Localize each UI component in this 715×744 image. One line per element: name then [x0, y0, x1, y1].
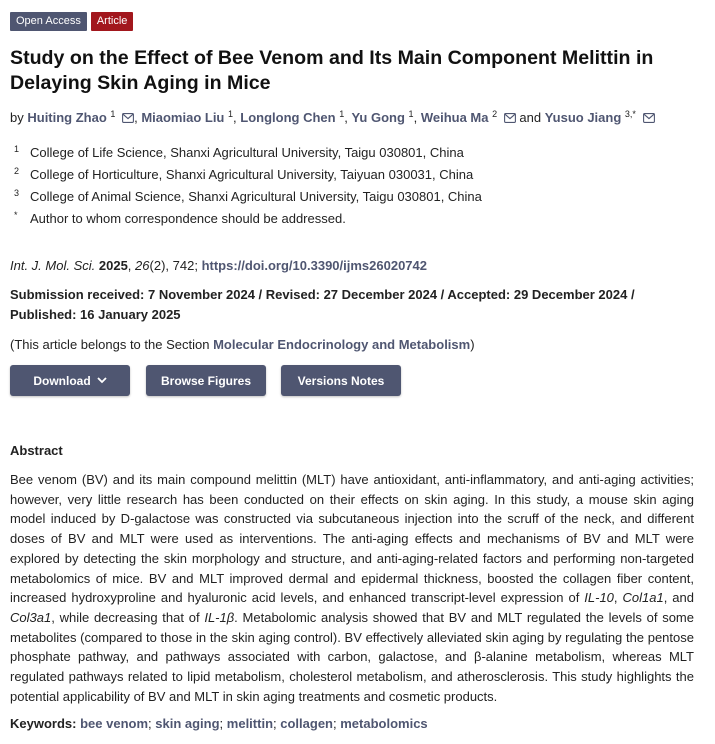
article-type-badge: Article	[91, 12, 134, 31]
abstract-text	[10, 470, 694, 706]
citation-year: 2025	[98, 258, 128, 273]
affiliation-number: *	[14, 210, 18, 220]
abstract-heading: Abstract	[10, 443, 63, 458]
gene-name: IL-1β	[204, 609, 235, 625]
versions-notes-label: Versions Notes	[297, 373, 385, 388]
article-title: Study on the Effect of Bee Venom and Its Main Component Melittin in Delaying Skin Aging in Mice	[10, 47, 654, 94]
keywords: Keywords: bee venom; skin aging; melittin; collagen; metabolomics	[10, 716, 428, 731]
and-label: and	[519, 110, 542, 125]
citation-volume: 26	[135, 258, 150, 273]
journal-name: Int. J. Mol. Sci.	[10, 258, 96, 273]
author-list: by Huiting Zhao $^1$ , Miaomiao Liu $^1$, Longlong Chen $^1$, Yu Gong $^1$, Weihua Ma $^2$ and Yusuo Jiang $^{3,*}$	[10, 105, 655, 127]
keyword-link[interactable]: collagen	[280, 716, 333, 731]
download-button[interactable]	[10, 365, 130, 396]
section-note	[10, 335, 475, 355]
email-icon[interactable]	[122, 113, 134, 123]
gene-name: Col3a1	[10, 609, 52, 625]
affiliation-sup: 1	[408, 109, 414, 119]
section-link[interactable]: Molecular Endocrinology and Metabolism	[213, 337, 471, 352]
email-icon[interactable]	[504, 113, 516, 123]
email-icon[interactable]	[643, 113, 655, 123]
author-link[interactable]: Miaomiao Liu	[141, 110, 225, 125]
open-access-badge[interactable]: Open Access	[10, 12, 87, 31]
abstract-separator: , and	[663, 590, 694, 606]
browse-figures-button[interactable]	[146, 365, 266, 396]
badges	[10, 12, 133, 31]
abstract-separator: ,	[613, 590, 623, 606]
by-label: by	[10, 110, 24, 125]
author-link[interactable]: Huiting Zhao	[27, 110, 107, 125]
affiliation-number: 2	[14, 166, 20, 176]
gene-name: Col1a1	[622, 590, 664, 606]
affiliation-sup: 1	[228, 109, 234, 119]
publication-dates: Submission received: 7 November 2024 / Revised: 27 December 2024 / Accepted: 29 December 2024 / Published: 16 January 2025	[10, 287, 635, 322]
affiliation-sup: 2	[492, 109, 498, 119]
gene-name: IL-10	[584, 590, 614, 606]
versions-notes-button[interactable]	[281, 365, 401, 396]
keyword-link[interactable]: skin aging	[155, 716, 220, 731]
section-prefix: (This article belongs to the Section	[10, 337, 214, 352]
author-link[interactable]: Yu Gong	[351, 110, 405, 125]
keyword-link[interactable]: bee venom	[80, 716, 149, 731]
affiliation-text: College of Horticulture, Shanxi Agricultural University, Taiyuan 030031, China	[30, 167, 474, 182]
affiliation-number: 3	[14, 188, 20, 198]
author-link[interactable]: Longlong Chen	[240, 110, 336, 125]
abstract-part: Bee venom (BV) and its main compound melittin (MLT) have antioxidant, anti-inflammatory, and anti-aging activities; however, very little research has been conducted on their effects on skin aging. In this study, a mouse skin aging model induced by D-galactose was constructed via subcutaneous injection into the scruff of the neck, and different doses of BV and MLT were used as interventions. The anti-aging effects and mechanisms of BV and MLT were explored by detecting the skin morphology and structure, and anti-aging-related factors and performing non-targeted metabolomics of mice. BV and MLT improved dermal and epidermal thickness, boosted the collagen fiber content, increased hydroxyproline and hyaluronic acid levels, and enhanced transcript-level expression of	[10, 472, 694, 606]
abstract-part: , while decreasing that of	[51, 609, 205, 625]
abstract-part: . Metabolomic analysis showed that BV and MLT regulated the levels of some metabolites (compared to those in the skin aging control). BV effectively alleviated skin aging by regulating the pentose phosphate pathway, and pathways associated with carbon, galactose, and β-alanine metabolism, whereas MLT regulated pathways related to lipid metabolism, cholesterol metabolism, and atherosclerosis. This study highlights the potential applicability of BV and MLT in skin aging treatments and cosmetic products.	[10, 609, 694, 704]
affiliation-sup: 1	[110, 109, 116, 119]
affiliation-text: College of Animal Science, Shanxi Agricultural University, Taigu 030801, China	[30, 189, 482, 204]
keywords-label: Keywords:	[10, 716, 77, 731]
browse-figures-label: Browse Figures	[160, 373, 252, 388]
affiliation-text: Author to whom correspondence should be addressed.	[30, 211, 346, 226]
doi-link[interactable]: https://doi.org/10.3390/ijms26020742	[201, 258, 427, 273]
affiliation-number: 1	[14, 144, 20, 154]
section-suffix: )	[470, 337, 475, 352]
download-label: Download	[33, 373, 91, 388]
citation-issue-pages: (2), 742;	[149, 258, 198, 273]
author-link[interactable]: Weihua Ma	[420, 110, 489, 125]
author-link[interactable]: Yusuo Jiang	[544, 110, 622, 125]
affiliation-sup: 3,*	[624, 109, 636, 119]
affiliation-text: College of Life Science, Shanxi Agricultural University, Taigu 030801, China	[30, 145, 464, 160]
keyword-link[interactable]: melittin	[226, 716, 274, 731]
keyword-link[interactable]: metabolomics	[340, 716, 428, 731]
affiliation-sup: 1	[339, 109, 345, 119]
citation: Int. J. Mol. Sci. 2025, 26(2), 742; https://doi.org/10.3390/ijms26020742	[10, 258, 427, 273]
chevron-down-icon	[97, 377, 107, 384]
